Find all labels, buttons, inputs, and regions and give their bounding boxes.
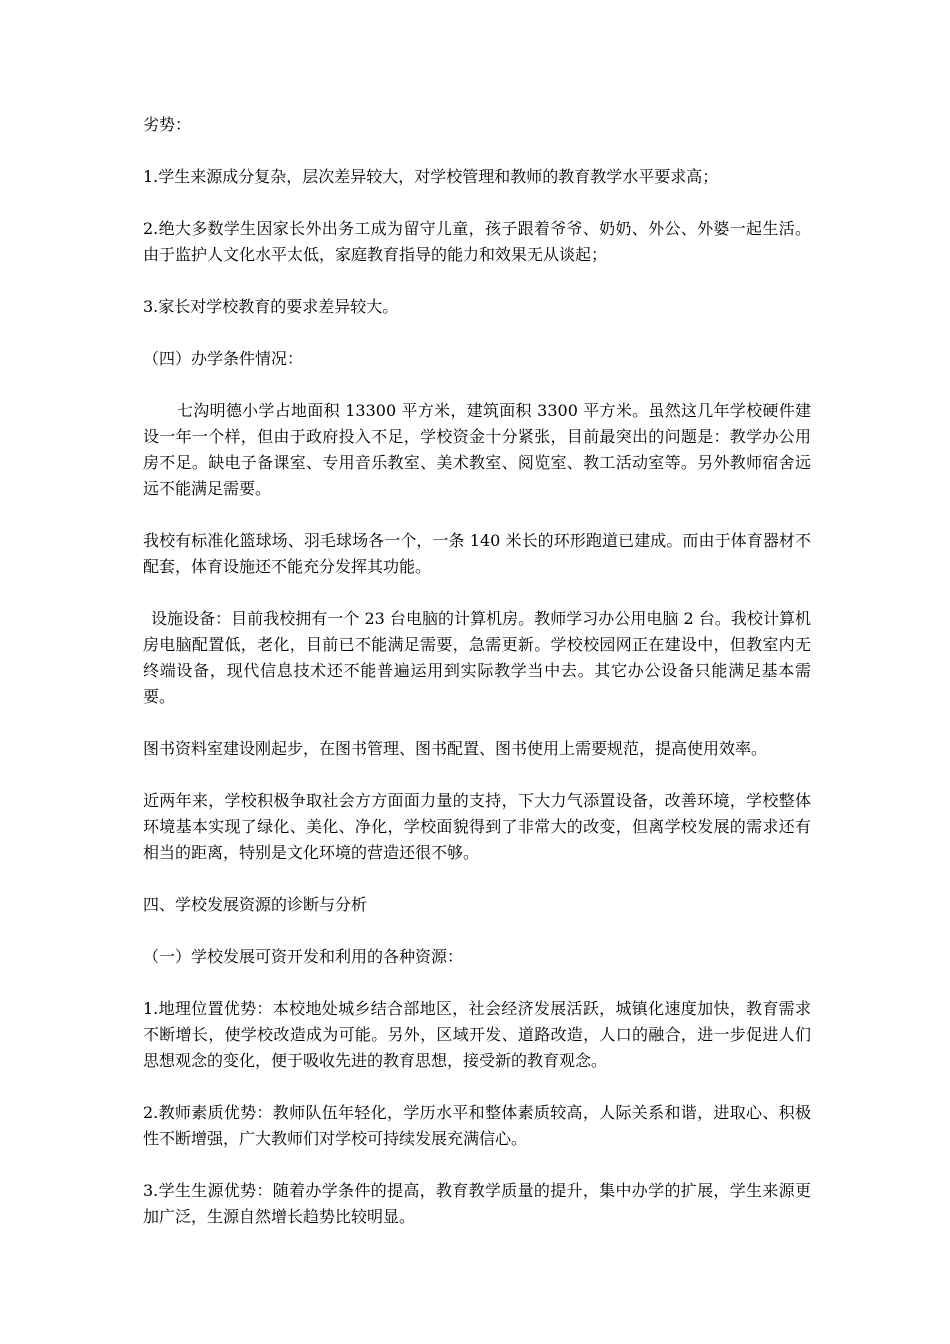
heading-section-four: 四、学校发展资源的诊断与分析 [143, 895, 368, 914]
paragraph-library: 图书资料室建设刚起步，在图书管理、图书配置、图书使用上需要规范，提高使用效率。 [143, 739, 768, 758]
paragraph-location-advantage: 1.地理位置优势：本校地处城乡结合部地区，社会经济发展活跃，城镇化速度加快，教育需求不断增长，使学校改造成为可能。另外，区域开发、道路改造，人口的融合，进一步促进人们思想观念的变化，便于吸收先进的教育思想，接受新的教育观念。 [143, 999, 811, 1070]
heading-school-conditions: （四）办学条件情况： [143, 349, 304, 368]
document-body [143, 112, 811, 1256]
paragraph-student-advantage: 3.学生生源优势：随着办学条件的提高，教育教学质量的提升，集中办学的扩展，学生来源更加广泛，生源自然增长趋势比较明显。 [143, 1181, 811, 1226]
paragraph-sports-facilities: 我校有标准化篮球场、羽毛球场各一个，一条 140 米长的环形跑道已建成。而由于体育器材不配套，体育设施还不能充分发挥其功能。 [143, 531, 811, 576]
paragraph-disadvantage-3: 3.家长对学校教育的要求差异较大。 [143, 297, 399, 316]
paragraph-equipment: 设施设备：目前我校拥有一个 23 台电脑的计算机房。教师学习办公用电脑 2 台。我校计算机房电脑配置低，老化，目前已不能满足需要，急需更新。学校校园网正在建设中，但教室内无终端设备，现代信息技术还不能普遍运用到实际教学当中去。其它办公设备只能满足基本需要。 [143, 609, 811, 706]
paragraph-campus-area: 七沟明德小学占地面积 13300 平方米，建筑面积 3300 平方米。虽然这几年学校硬件建设一年一个样，但由于政府投入不足，学校资金十分紧张，目前最突出的问题是：教学办公用房不足。缺电子备课室、专用音乐教室、美术教室、阅览室、教工活动室等。另外教师宿舍远远不能满足需要。 [143, 401, 811, 498]
paragraph-disadvantage-1: 1.学生来源成分复杂，层次差异较大，对学校管理和教师的教育教学水平要求高； [143, 167, 719, 186]
paragraph-environment: 近两年来，学校积极争取社会方方面面力量的支持，下大力气添置设备，改善环境，学校整体环境基本实现了绿化、美化、净化，学校面貌得到了非常大的改变，但离学校发展的需求还有相当的距离，特别是文化环境的营造还很不够。 [143, 791, 811, 862]
paragraph-teacher-advantage: 2.教师素质优势：教师队伍年轻化，学历水平和整体素质较高，人际关系和谐，进取心、积极性不断增强，广大教师们对学校可持续发展充满信心。 [143, 1103, 811, 1148]
heading-resources: （一）学校发展可资开发和利用的各种资源： [143, 947, 464, 966]
paragraph-disadvantage-2: 2.绝大多数学生因家长外出务工成为留守儿童，孩子跟着爷爷、奶奶、外公、外婆一起生活。由于监护人文化水平太低，家庭教育指导的能力和效果无从谈起； [143, 219, 811, 264]
heading-disadvantages: 劣势： [143, 115, 192, 134]
